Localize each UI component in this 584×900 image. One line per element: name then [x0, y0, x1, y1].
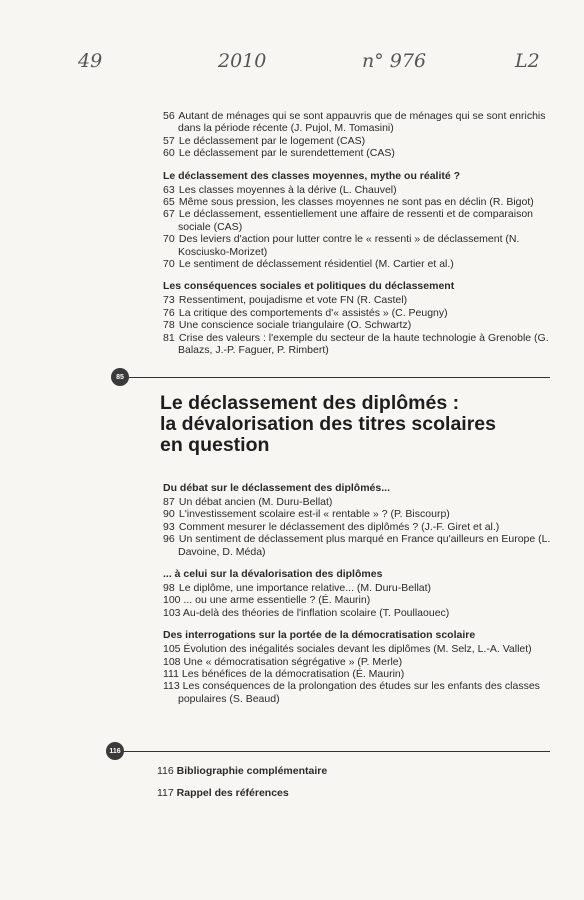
page-number: 56 — [163, 110, 175, 122]
section-divider — [120, 377, 550, 378]
page-number: 87 — [163, 496, 175, 508]
entry-text: Crise des valeurs : l'exemple du secteur de la haute technologie à Grenoble (G. Balazs, J.-P. Faguer, P. Rimbert) — [178, 331, 549, 357]
toc-entry — [163, 332, 563, 357]
entry-text: Une « démocratisation ségrégative » (P. Merle) — [183, 655, 403, 668]
toc-entry — [163, 594, 563, 606]
section-diplomes-list — [163, 482, 563, 705]
section-title-line: en question — [160, 434, 270, 456]
page-number: 98 — [163, 582, 175, 595]
entry-text: Autant de ménages qui se sont appauvris que de ménages qui se sont enrichis dans la période récente (J. Pujol, M. Tomasini) — [178, 110, 546, 135]
entry-text: ... ou une arme essentielle ? (É. Maurin) — [183, 594, 371, 607]
entry-text: Le déclassement par le logement (CAS) — [178, 134, 366, 147]
toc-entry — [163, 147, 563, 159]
entry-text: L'investissement scolaire est-il « rentable » ? (P. Biscourp) — [178, 508, 450, 521]
page-number: 67 — [163, 208, 175, 221]
toc-entry — [163, 582, 563, 594]
page-marker-85: 85 — [111, 368, 129, 386]
toc-entry — [163, 196, 563, 208]
toc-entry — [163, 643, 563, 655]
page-number: 60 — [163, 147, 175, 160]
page-number: 78 — [163, 319, 175, 332]
entry-text: Les classes moyennes à la dérive (L. Chauvel) — [178, 183, 397, 196]
toc-entry — [163, 233, 563, 258]
toc-entry — [163, 135, 563, 147]
page-number: 81 — [163, 331, 175, 344]
page-number: 111 — [163, 668, 179, 681]
section-title-line: Le déclassement des diplômés : — [160, 392, 460, 414]
toc-entry — [163, 110, 563, 135]
page-number: 96 — [163, 533, 175, 546]
toc-entry — [163, 668, 563, 680]
entry-text: Le déclassement par le surendettement (CAS) — [178, 147, 395, 160]
entry-text: Ressentiment, poujadisme et vote FN (R. Castel) — [178, 294, 408, 307]
entry-text: Rappel des références — [176, 787, 289, 800]
toc-entry — [163, 521, 563, 533]
toc-entry — [163, 680, 563, 705]
entry-text: Le sentiment de déclassement résidentiel (M. Cartier et al.) — [178, 258, 454, 271]
page-number: 117 — [157, 787, 174, 800]
entry-text: Les bénéfices de la démocratisation (É. Maurin) — [181, 668, 405, 681]
toc-entry — [163, 607, 563, 619]
entry-text: Le diplôme, une importance relative... (M. Duru-Bellat) — [178, 582, 432, 595]
toc-entry — [163, 294, 563, 306]
toc-entry — [163, 307, 563, 319]
page-number: 57 — [163, 134, 175, 147]
page-number: 108 — [163, 655, 181, 668]
entry-text: Un sentiment de déclassement plus marqué en France qu'ailleurs en Europe (L. Davoine, D. Méda) — [178, 533, 551, 558]
group-heading: ... à celui sur la dévalorisation des diplômes — [163, 568, 383, 581]
entry-text: Au-delà des théories de l'inflation scolaire (T. Poullaouec) — [182, 606, 450, 619]
handwritten-code: L2 — [515, 50, 540, 72]
entry-text: Des leviers d'action pour lutter contre le « ressenti » de déclassement (N. Kosciusko-Morizet) — [178, 233, 520, 258]
section-declassement-list — [163, 110, 563, 357]
entry-text: Bibliographie complémentaire — [176, 765, 328, 777]
page-number: 76 — [163, 306, 175, 319]
toc-entry — [163, 184, 563, 196]
toc-entry — [163, 656, 563, 668]
handwritten-issue-number: n° 976 — [362, 50, 427, 72]
section-title — [160, 393, 496, 456]
page-number: 63 — [163, 183, 175, 196]
bottom-entries — [157, 765, 327, 810]
group-heading: Les conséquences sociales et politiques du déclassement — [163, 280, 455, 293]
entry-text: Une conscience sociale triangulaire (O. Schwartz) — [178, 319, 412, 332]
page-number: 100 — [163, 594, 181, 607]
page-number: 105 — [163, 643, 181, 656]
toc-entry — [163, 319, 563, 331]
section-title-line: la dévalorisation des titres scolaires — [160, 413, 496, 435]
entry-text: La critique des comportements d'« assistés » (C. Peugny) — [178, 306, 448, 319]
group-heading: Du débat sur le déclassement des diplômés... — [163, 482, 390, 494]
entry-text: Évolution des inégalités sociales devant les diplômes (M. Selz, L.-A. Vallet) — [183, 643, 532, 656]
group-heading: Le déclassement des classes moyennes, mythe ou réalité ? — [163, 169, 461, 182]
section-divider — [120, 751, 550, 752]
page-number: 73 — [163, 294, 175, 307]
page-number: 65 — [163, 196, 175, 209]
entry-text: Comment mesurer le déclassement des diplômés ? (J.-F. Giret et al.) — [178, 520, 500, 533]
toc-entry — [163, 258, 563, 270]
page-number: 103 — [163, 606, 181, 619]
entry-text: Même sous pression, les classes moyennes ne sont pas en déclin (R. Bigot) — [178, 196, 534, 209]
page-number: 70 — [163, 258, 175, 271]
page-number: 116 — [157, 765, 174, 777]
page-number: 93 — [163, 520, 175, 533]
handwritten-page-number: 49 — [78, 50, 103, 72]
entry-text: Les conséquences de la prolongation des études sur les enfants des classes populaires (S. Beaud) — [178, 680, 540, 705]
handwritten-year: 2010 — [218, 50, 267, 72]
toc-entry — [157, 765, 327, 777]
page-number: 70 — [163, 233, 175, 246]
entry-text: Un débat ancien (M. Duru-Bellat) — [178, 496, 333, 508]
toc-entry — [163, 496, 563, 508]
toc-entry — [163, 508, 563, 520]
page-number: 113 — [163, 680, 180, 693]
group-heading: Des interrogations sur la portée de la démocratisation scolaire — [163, 629, 476, 642]
page-marker-116: 116 — [106, 742, 124, 760]
toc-entry — [157, 787, 327, 799]
toc-entry — [163, 208, 563, 233]
entry-text: Le déclassement, essentiellement une affaire de ressenti et de comparaison sociale (CAS) — [178, 208, 534, 233]
toc-entry — [163, 533, 563, 558]
page-number: 90 — [163, 508, 175, 521]
